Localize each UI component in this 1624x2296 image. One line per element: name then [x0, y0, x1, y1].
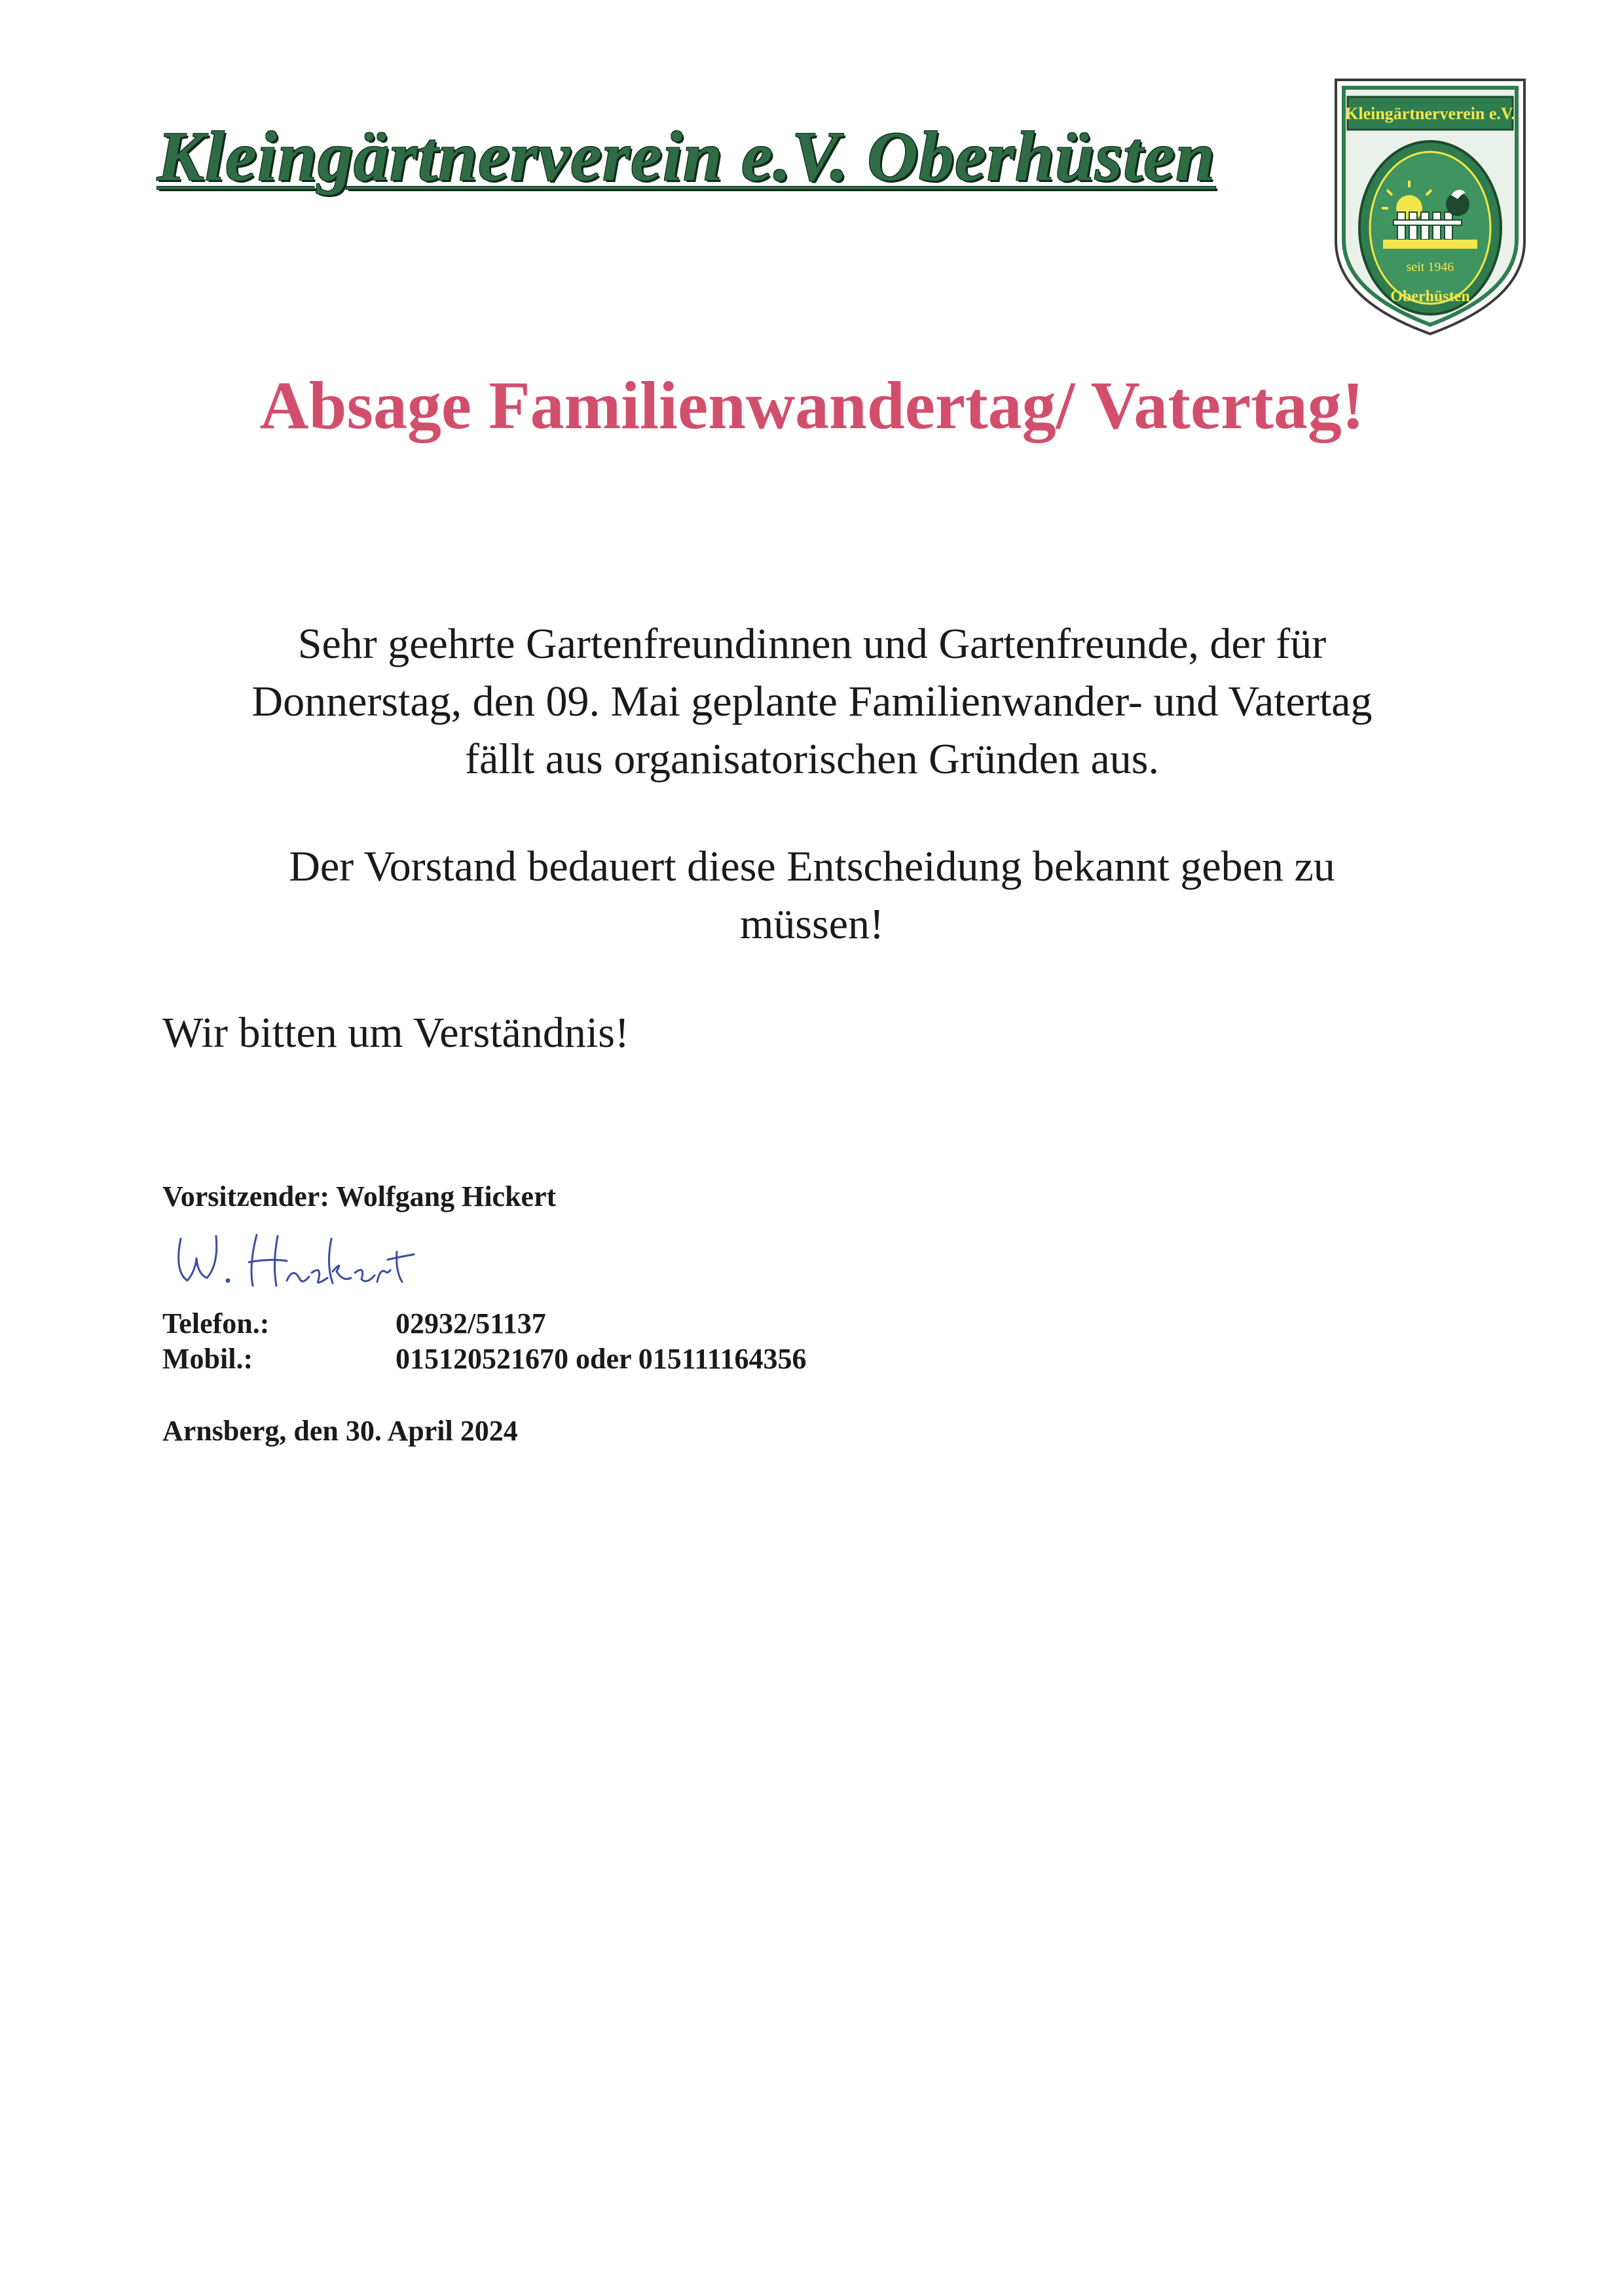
logo-bottom-text: Oberhüsten [1390, 288, 1470, 305]
place-and-date: Arnsberg, den 30. April 2024 [162, 1415, 518, 1447]
handwritten-signature [172, 1226, 420, 1298]
mobile-label: Mobil.: [162, 1343, 253, 1375]
understanding-line: Wir bitten um Verständnis! [162, 1009, 629, 1057]
phone-number: 02932/51137 [396, 1307, 546, 1339]
announcement-paragraph [196, 615, 1428, 788]
announcement-line: Sehr geehrte Gartenfreundinnen und Gartenfreunde, der für [297, 620, 1327, 668]
cancellation-headline: Absage Familienwandertag/ Vatertag! [259, 368, 1365, 443]
regret-line: Der Vorstand bedauert diese Entscheidung bekannt geben zu [289, 843, 1335, 890]
logo-year-text: seit 1946 [1406, 260, 1454, 274]
phone-label: Telefon.: [162, 1307, 270, 1339]
regret-line: müssen! [740, 900, 884, 948]
chairman-line: Vorsitzender: Wolfgang Hickert [162, 1180, 557, 1212]
club-name-heading: Kleingärtnerverein e.V. Oberhüsten [157, 118, 1216, 196]
announcement-line: Donnerstag, den 09. Mai geplante Familienwander- und Vatertag [251, 678, 1373, 725]
club-crest-logo [1332, 77, 1528, 337]
logo-top-text: Kleingärtnerverein e.V. [1345, 104, 1515, 123]
mobile-numbers: 015120521670 oder 015111164356 [396, 1343, 807, 1375]
regret-paragraph [196, 838, 1428, 953]
announcement-line: fällt aus organisatorischen Gründen aus. [465, 735, 1159, 783]
